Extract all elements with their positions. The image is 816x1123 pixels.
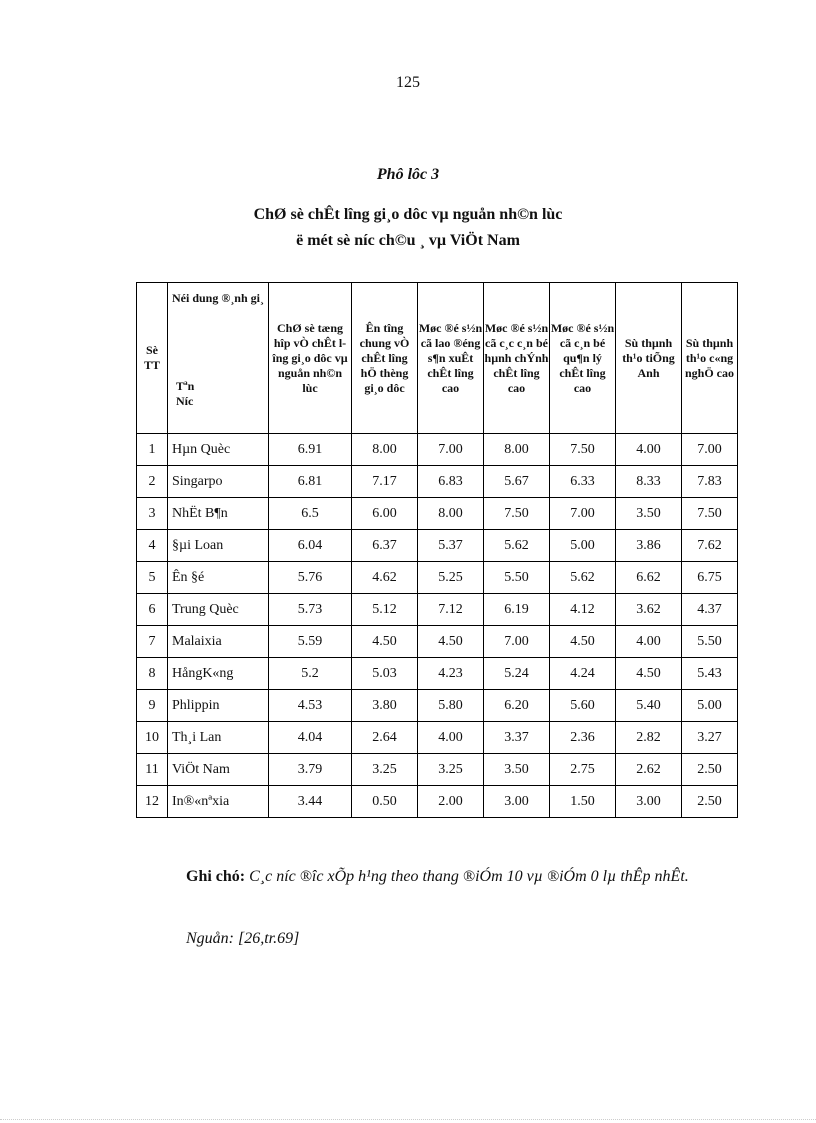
row-value-col-5: 4.24	[550, 658, 616, 690]
row-value-col-7: 3.27	[682, 722, 738, 754]
header-col-7: Sù thµnh th¹o c«ng nghÖ cao	[682, 283, 738, 434]
row-value-col-5: 2.75	[550, 754, 616, 786]
row-value-col-1: 4.53	[269, 690, 352, 722]
table-row	[137, 594, 738, 626]
row-value-col-2: 8.00	[352, 434, 418, 466]
row-value-col-2: 3.80	[352, 690, 418, 722]
row-stt: 4	[137, 530, 168, 562]
row-value-col-2: 6.00	[352, 498, 418, 530]
table-row	[137, 626, 738, 658]
table-row	[137, 754, 738, 786]
row-value-col-2: 7.17	[352, 466, 418, 498]
table-row	[137, 498, 738, 530]
note-paragraph	[110, 862, 746, 892]
row-value-col-5: 6.33	[550, 466, 616, 498]
table-row	[137, 658, 738, 690]
row-country: §µi Loan	[168, 530, 269, 562]
row-value-col-5: 7.50	[550, 434, 616, 466]
row-value-col-4: 7.50	[484, 498, 550, 530]
table-row	[137, 466, 738, 498]
row-value-col-1: 5.73	[269, 594, 352, 626]
row-value-col-4: 8.00	[484, 434, 550, 466]
row-value-col-4: 6.19	[484, 594, 550, 626]
row-value-col-4: 7.00	[484, 626, 550, 658]
row-value-col-3: 5.25	[418, 562, 484, 594]
row-value-col-5: 5.00	[550, 530, 616, 562]
row-value-col-2: 5.12	[352, 594, 418, 626]
page-bottom-rule	[0, 1119, 816, 1120]
row-value-col-6: 4.00	[616, 626, 682, 658]
row-value-col-4: 5.50	[484, 562, 550, 594]
row-value-col-1: 5.2	[269, 658, 352, 690]
row-value-col-7: 5.43	[682, 658, 738, 690]
page-number: 125	[396, 74, 420, 91]
header-stt: Sè TT	[137, 283, 168, 434]
header-corner-country	[176, 379, 194, 409]
row-value-col-6: 8.33	[616, 466, 682, 498]
row-value-col-6: 6.62	[616, 562, 682, 594]
row-value-col-3: 2.00	[418, 786, 484, 818]
header-col-1: ChØ sè tæng hîp vÒ chÊt lîng gi¸o dôc vµ nguån nh©n lùc	[269, 283, 352, 434]
row-value-col-3: 4.23	[418, 658, 484, 690]
row-value-col-4: 6.20	[484, 690, 550, 722]
row-value-col-3: 7.12	[418, 594, 484, 626]
row-value-col-7: 2.50	[682, 786, 738, 818]
row-value-col-4: 3.50	[484, 754, 550, 786]
row-value-col-7: 7.00	[682, 434, 738, 466]
row-value-col-7: 7.50	[682, 498, 738, 530]
row-value-col-5: 4.50	[550, 626, 616, 658]
row-value-col-5: 1.50	[550, 786, 616, 818]
row-value-col-7: 7.83	[682, 466, 738, 498]
row-value-col-4: 5.62	[484, 530, 550, 562]
row-stt: 3	[137, 498, 168, 530]
row-stt: 8	[137, 658, 168, 690]
row-value-col-6: 2.82	[616, 722, 682, 754]
row-country: Singarpo	[168, 466, 269, 498]
row-stt: 12	[137, 786, 168, 818]
table-row	[137, 562, 738, 594]
header-corner-cell	[168, 283, 269, 434]
header-corner-country-line-2: Níc	[176, 394, 194, 408]
row-value-col-3: 3.25	[418, 754, 484, 786]
table-header-row	[137, 283, 738, 434]
row-value-col-1: 6.04	[269, 530, 352, 562]
table-title-line-2: ë mét sè níc ch©u ¸ vµ ViÖt Nam	[296, 232, 520, 249]
row-country: In®«nªxia	[168, 786, 269, 818]
row-value-col-1: 4.04	[269, 722, 352, 754]
row-value-col-4: 5.24	[484, 658, 550, 690]
row-value-col-2: 2.64	[352, 722, 418, 754]
note-label: Ghi chó:	[186, 868, 246, 885]
row-value-col-3: 5.37	[418, 530, 484, 562]
row-value-col-5: 5.62	[550, 562, 616, 594]
row-stt: 10	[137, 722, 168, 754]
row-value-col-6: 3.50	[616, 498, 682, 530]
row-value-col-5: 2.36	[550, 722, 616, 754]
header-col-5: Møc ®é s½n cã c¸n bé qu¶n lý chÊt lîng cao	[550, 283, 616, 434]
row-value-col-7: 6.75	[682, 562, 738, 594]
header-col-2: Ên tîng chung vÒ chÊt lîng hÖ thèng gi¸o dôc	[352, 283, 418, 434]
row-country: NhËt B¶n	[168, 498, 269, 530]
table-title	[0, 202, 816, 254]
row-value-col-5: 5.60	[550, 690, 616, 722]
appendix-title: Phô lôc 3	[376, 166, 440, 183]
row-value-col-7: 4.37	[682, 594, 738, 626]
row-value-col-7: 5.00	[682, 690, 738, 722]
row-value-col-6: 3.86	[616, 530, 682, 562]
row-value-col-1: 5.76	[269, 562, 352, 594]
row-value-col-1: 3.79	[269, 754, 352, 786]
table-row	[137, 434, 738, 466]
row-value-col-3: 6.83	[418, 466, 484, 498]
row-country: HångK«ng	[168, 658, 269, 690]
data-table	[136, 282, 738, 818]
row-country: Hµn Quèc	[168, 434, 269, 466]
row-value-col-2: 3.25	[352, 754, 418, 786]
row-value-col-4: 3.00	[484, 786, 550, 818]
row-value-col-1: 6.81	[269, 466, 352, 498]
row-value-col-1: 6.91	[269, 434, 352, 466]
row-value-col-3: 4.00	[418, 722, 484, 754]
row-stt: 7	[137, 626, 168, 658]
table-body	[137, 434, 738, 818]
row-value-col-4: 5.67	[484, 466, 550, 498]
header-col-4: Møc ®é s½n cã c¸c c¸n bé hµnh chÝnh chÊt lîng cao	[484, 283, 550, 434]
row-stt: 9	[137, 690, 168, 722]
header-col-6: Sù thµnh th¹o tiÕng Anh	[616, 283, 682, 434]
row-value-col-1: 5.59	[269, 626, 352, 658]
row-stt: 11	[137, 754, 168, 786]
row-value-col-3: 7.00	[418, 434, 484, 466]
row-country: Malaixia	[168, 626, 269, 658]
row-value-col-6: 4.50	[616, 658, 682, 690]
row-value-col-2: 4.62	[352, 562, 418, 594]
row-value-col-6: 5.40	[616, 690, 682, 722]
header-corner-content: Néi dung ®¸nh gi¸	[172, 291, 264, 305]
row-value-col-5: 7.00	[550, 498, 616, 530]
row-country: Phlippin	[168, 690, 269, 722]
row-stt: 1	[137, 434, 168, 466]
row-stt: 6	[137, 594, 168, 626]
row-value-col-1: 6.5	[269, 498, 352, 530]
note-text: C¸c níc ®îc xÕp h¹ng theo thang ®iÓm 10 vµ ®iÓm 0 lµ thÊp nhÊt.	[245, 868, 689, 885]
table-row	[137, 722, 738, 754]
row-country: Th¸i Lan	[168, 722, 269, 754]
row-value-col-7: 2.50	[682, 754, 738, 786]
row-value-col-4: 3.37	[484, 722, 550, 754]
row-value-col-2: 6.37	[352, 530, 418, 562]
row-value-col-1: 3.44	[269, 786, 352, 818]
row-value-col-6: 4.00	[616, 434, 682, 466]
row-value-col-6: 3.62	[616, 594, 682, 626]
row-value-col-7: 5.50	[682, 626, 738, 658]
row-value-col-3: 4.50	[418, 626, 484, 658]
row-value-col-3: 8.00	[418, 498, 484, 530]
table-row	[137, 690, 738, 722]
row-value-col-2: 4.50	[352, 626, 418, 658]
row-country: Ên §é	[168, 562, 269, 594]
source-citation: Nguån: [26,tr.69]	[186, 930, 300, 947]
row-stt: 5	[137, 562, 168, 594]
row-value-col-5: 4.12	[550, 594, 616, 626]
row-value-col-6: 3.00	[616, 786, 682, 818]
header-col-3: Møc ®é s½n cã lao ®éng s¶n xuÊt chÊt lîng cao	[418, 283, 484, 434]
row-value-col-2: 5.03	[352, 658, 418, 690]
row-value-col-3: 5.80	[418, 690, 484, 722]
table-row	[137, 786, 738, 818]
table-title-line-1: ChØ sè chÊt lîng gi¸o dôc vµ nguån nh©n lùc	[253, 206, 563, 223]
row-country: Trung Quèc	[168, 594, 269, 626]
row-value-col-7: 7.62	[682, 530, 738, 562]
header-corner-country-line-1: Tªn	[176, 379, 195, 393]
row-value-col-2: 0.50	[352, 786, 418, 818]
row-value-col-6: 2.62	[616, 754, 682, 786]
row-country: ViÖt Nam	[168, 754, 269, 786]
table-row	[137, 530, 738, 562]
row-stt: 2	[137, 466, 168, 498]
